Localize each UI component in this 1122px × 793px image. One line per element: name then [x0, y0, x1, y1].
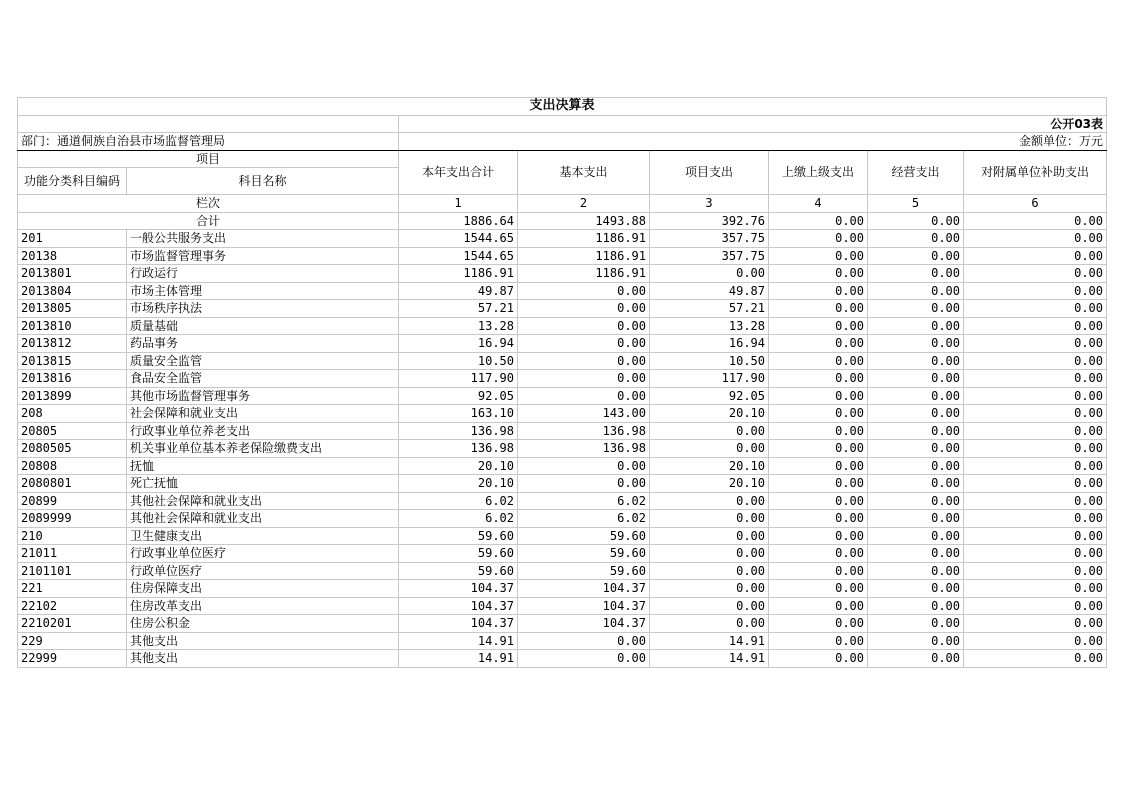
row-value: 0.00: [769, 405, 868, 423]
table-row: [18, 440, 1107, 458]
table-row: [18, 300, 1107, 318]
row-value: 0.00: [769, 282, 868, 300]
row-value: 0.00: [769, 510, 868, 528]
row-value: 0.00: [769, 265, 868, 283]
row-value: 0.00: [868, 300, 964, 318]
column-number: 2: [518, 195, 650, 213]
row-value: 117.90: [650, 370, 769, 388]
row-code: 2210201: [18, 615, 127, 633]
table-row: [18, 335, 1107, 353]
row-value: 0.00: [769, 545, 868, 563]
row-name: 住房改革支出: [127, 597, 399, 615]
row-value: 0.00: [518, 475, 650, 493]
row-value: 0.00: [650, 597, 769, 615]
row-code: 2013899: [18, 387, 127, 405]
row-value: 20.10: [399, 475, 518, 493]
row-value: 0.00: [518, 457, 650, 475]
row-name: 行政事业单位养老支出: [127, 422, 399, 440]
row-value: 0.00: [518, 317, 650, 335]
row-value: 0.00: [769, 387, 868, 405]
row-value: 10.50: [399, 352, 518, 370]
row-name: 卫生健康支出: [127, 527, 399, 545]
row-name: 住房公积金: [127, 615, 399, 633]
item-group-header: 项目: [18, 150, 399, 168]
row-value: 0.00: [518, 352, 650, 370]
row-value: 0.00: [769, 527, 868, 545]
table-row: [18, 562, 1107, 580]
row-value: 136.98: [399, 440, 518, 458]
row-value: 0.00: [964, 545, 1107, 563]
row-name: 食品安全监管: [127, 370, 399, 388]
row-value: 104.37: [399, 580, 518, 598]
row-value: 0.00: [518, 632, 650, 650]
row-value: 0.00: [769, 352, 868, 370]
row-name: 机关事业单位基本养老保险缴费支出: [127, 440, 399, 458]
total-value: 0.00: [769, 212, 868, 230]
row-value: 0.00: [868, 492, 964, 510]
row-value: 117.90: [399, 370, 518, 388]
row-code: 21011: [18, 545, 127, 563]
row-value: 0.00: [868, 387, 964, 405]
row-value: 0.00: [769, 615, 868, 633]
table-row: [18, 387, 1107, 405]
row-value: 104.37: [399, 597, 518, 615]
row-value: 0.00: [964, 510, 1107, 528]
row-value: 1186.91: [518, 265, 650, 283]
row-value: 0.00: [964, 247, 1107, 265]
row-value: 0.00: [868, 597, 964, 615]
row-name: 住房保障支出: [127, 580, 399, 598]
row-name: 其他支出: [127, 632, 399, 650]
row-name: 质量安全监管: [127, 352, 399, 370]
row-value: 0.00: [868, 615, 964, 633]
row-value: 0.00: [964, 632, 1107, 650]
row-value: 0.00: [650, 545, 769, 563]
row-value: 1544.65: [399, 230, 518, 248]
row-value: 0.00: [650, 580, 769, 598]
row-name: 市场主体管理: [127, 282, 399, 300]
row-value: 13.28: [399, 317, 518, 335]
column-index-label: 栏次: [18, 195, 399, 213]
header-business: 经营支出: [868, 150, 964, 195]
row-name: 死亡抚恤: [127, 475, 399, 493]
total-value: 0.00: [868, 212, 964, 230]
row-value: 0.00: [868, 510, 964, 528]
row-value: 49.87: [399, 282, 518, 300]
row-value: 0.00: [964, 317, 1107, 335]
row-value: 0.00: [964, 352, 1107, 370]
row-value: 357.75: [650, 247, 769, 265]
row-value: 0.00: [964, 230, 1107, 248]
row-value: 0.00: [518, 335, 650, 353]
row-value: 0.00: [769, 457, 868, 475]
row-value: 59.60: [518, 562, 650, 580]
row-value: 136.98: [399, 422, 518, 440]
row-value: 0.00: [769, 475, 868, 493]
row-value: 0.00: [868, 527, 964, 545]
row-code: 22999: [18, 650, 127, 668]
row-value: 59.60: [518, 527, 650, 545]
row-value: 1186.91: [518, 247, 650, 265]
row-value: 0.00: [868, 545, 964, 563]
table-row: [18, 370, 1107, 388]
table-row: [18, 352, 1107, 370]
table-title: 支出决算表: [18, 98, 1107, 116]
row-value: 0.00: [964, 562, 1107, 580]
row-code: 210: [18, 527, 127, 545]
row-name: 其他社会保障和就业支出: [127, 492, 399, 510]
row-value: 59.60: [518, 545, 650, 563]
table-row: [18, 632, 1107, 650]
row-value: 0.00: [769, 632, 868, 650]
table-row: [18, 510, 1107, 528]
row-value: 0.00: [964, 422, 1107, 440]
table-row: [18, 317, 1107, 335]
department-label: 部门：通道侗族自治县市场监督管理局: [18, 133, 399, 151]
header-name: 科目名称: [127, 168, 399, 195]
row-value: 16.94: [399, 335, 518, 353]
row-code: 229: [18, 632, 127, 650]
row-value: 0.00: [964, 335, 1107, 353]
row-value: 0.00: [769, 422, 868, 440]
row-value: 20.10: [650, 405, 769, 423]
row-value: 92.05: [650, 387, 769, 405]
header-project: 项目支出: [650, 150, 769, 195]
table-row: [18, 492, 1107, 510]
row-value: 57.21: [399, 300, 518, 318]
row-name: 质量基础: [127, 317, 399, 335]
row-value: 0.00: [964, 650, 1107, 668]
row-value: 0.00: [964, 597, 1107, 615]
row-value: 0.00: [868, 230, 964, 248]
row-code: 2013815: [18, 352, 127, 370]
row-value: 104.37: [518, 615, 650, 633]
row-value: 0.00: [868, 632, 964, 650]
row-value: 0.00: [868, 475, 964, 493]
row-value: 6.02: [399, 510, 518, 528]
row-value: 0.00: [964, 457, 1107, 475]
row-value: 92.05: [399, 387, 518, 405]
row-value: 13.28: [650, 317, 769, 335]
row-value: 0.00: [650, 562, 769, 580]
row-value: 0.00: [868, 352, 964, 370]
row-value: 1544.65: [399, 247, 518, 265]
expenditure-table: [17, 97, 1107, 668]
row-value: 136.98: [518, 440, 650, 458]
row-value: 59.60: [399, 562, 518, 580]
row-value: 59.60: [399, 527, 518, 545]
row-value: 0.00: [964, 492, 1107, 510]
table-row: [18, 230, 1107, 248]
row-value: 0.00: [964, 282, 1107, 300]
row-code: 20805: [18, 422, 127, 440]
row-value: 14.91: [399, 632, 518, 650]
row-value: 0.00: [769, 492, 868, 510]
row-code: 2080505: [18, 440, 127, 458]
row-value: 0.00: [769, 335, 868, 353]
row-value: 0.00: [518, 300, 650, 318]
row-value: 6.02: [518, 510, 650, 528]
row-value: 0.00: [964, 580, 1107, 598]
column-number: 3: [650, 195, 769, 213]
row-value: 16.94: [650, 335, 769, 353]
row-value: 0.00: [964, 387, 1107, 405]
column-number: 6: [964, 195, 1107, 213]
row-value: 0.00: [868, 440, 964, 458]
table-row: [18, 422, 1107, 440]
row-name: 抚恤: [127, 457, 399, 475]
header-code: 功能分类科目编码: [18, 168, 127, 195]
row-value: 0.00: [868, 580, 964, 598]
header-subsidy: 对附属单位补助支出: [964, 150, 1107, 195]
row-value: 0.00: [868, 457, 964, 475]
row-value: 0.00: [868, 650, 964, 668]
row-value: 0.00: [650, 422, 769, 440]
row-code: 20138: [18, 247, 127, 265]
column-number: 4: [769, 195, 868, 213]
row-code: 2013801: [18, 265, 127, 283]
row-value: 163.10: [399, 405, 518, 423]
row-name: 行政运行: [127, 265, 399, 283]
row-name: 社会保障和就业支出: [127, 405, 399, 423]
table-row: [18, 597, 1107, 615]
row-value: 0.00: [868, 370, 964, 388]
row-value: 1186.91: [399, 265, 518, 283]
header-upper: 上缴上级支出: [769, 150, 868, 195]
row-value: 0.00: [769, 247, 868, 265]
row-value: 104.37: [518, 580, 650, 598]
row-value: 136.98: [518, 422, 650, 440]
row-value: 357.75: [650, 230, 769, 248]
table-row: [18, 457, 1107, 475]
row-value: 0.00: [650, 492, 769, 510]
row-value: 143.00: [518, 405, 650, 423]
total-value: 1886.64: [399, 212, 518, 230]
table-row: [18, 527, 1107, 545]
row-value: 0.00: [769, 230, 868, 248]
row-value: 0.00: [964, 475, 1107, 493]
table-row: [18, 650, 1107, 668]
row-name: 行政事业单位医疗: [127, 545, 399, 563]
row-value: 14.91: [650, 650, 769, 668]
row-value: 0.00: [769, 300, 868, 318]
row-value: 0.00: [868, 282, 964, 300]
column-number: 1: [399, 195, 518, 213]
row-value: 0.00: [964, 300, 1107, 318]
row-code: 2013816: [18, 370, 127, 388]
row-value: 14.91: [399, 650, 518, 668]
row-value: 0.00: [650, 527, 769, 545]
row-value: 49.87: [650, 282, 769, 300]
row-value: 10.50: [650, 352, 769, 370]
row-value: 0.00: [868, 247, 964, 265]
total-label: 合计: [18, 212, 399, 230]
row-value: 0.00: [769, 370, 868, 388]
row-name: 一般公共服务支出: [127, 230, 399, 248]
row-value: 0.00: [868, 335, 964, 353]
row-value: 0.00: [518, 370, 650, 388]
row-value: 0.00: [769, 580, 868, 598]
row-value: 0.00: [518, 387, 650, 405]
table-row: [18, 615, 1107, 633]
row-value: 6.02: [518, 492, 650, 510]
row-code: 2013810: [18, 317, 127, 335]
table-row: [18, 545, 1107, 563]
total-value: 392.76: [650, 212, 769, 230]
row-value: 57.21: [650, 300, 769, 318]
row-name: 市场监督管理事务: [127, 247, 399, 265]
row-code: 2080801: [18, 475, 127, 493]
table-row: [18, 405, 1107, 423]
row-value: 0.00: [769, 317, 868, 335]
row-value: 20.10: [650, 475, 769, 493]
total-value: 0.00: [964, 212, 1107, 230]
row-name: 其他支出: [127, 650, 399, 668]
row-value: 0.00: [769, 562, 868, 580]
row-value: 104.37: [399, 615, 518, 633]
row-value: 59.60: [399, 545, 518, 563]
row-value: 0.00: [650, 615, 769, 633]
row-value: 6.02: [399, 492, 518, 510]
row-value: 0.00: [868, 265, 964, 283]
table-row: [18, 265, 1107, 283]
row-value: 0.00: [868, 422, 964, 440]
row-name: 市场秩序执法: [127, 300, 399, 318]
row-code: 2013812: [18, 335, 127, 353]
row-code: 22102: [18, 597, 127, 615]
row-value: 0.00: [964, 615, 1107, 633]
header-total: 本年支出合计: [399, 150, 518, 195]
row-value: 0.00: [769, 650, 868, 668]
row-code: 2013805: [18, 300, 127, 318]
row-value: 104.37: [518, 597, 650, 615]
unit-label: 金额单位：万元: [399, 133, 1107, 151]
row-value: 0.00: [650, 510, 769, 528]
row-value: 14.91: [650, 632, 769, 650]
row-name: 其他社会保障和就业支出: [127, 510, 399, 528]
row-name: 行政单位医疗: [127, 562, 399, 580]
row-value: 0.00: [769, 597, 868, 615]
row-value: 1186.91: [518, 230, 650, 248]
row-value: 20.10: [650, 457, 769, 475]
row-value: 0.00: [868, 562, 964, 580]
row-code: 2013804: [18, 282, 127, 300]
row-code: 20808: [18, 457, 127, 475]
row-name: 药品事务: [127, 335, 399, 353]
row-value: 0.00: [964, 265, 1107, 283]
row-value: 0.00: [964, 405, 1107, 423]
table-row: [18, 475, 1107, 493]
row-value: 0.00: [964, 370, 1107, 388]
row-value: 0.00: [518, 650, 650, 668]
form-number: 公开03表: [399, 115, 1107, 133]
column-number: 5: [868, 195, 964, 213]
row-value: 20.10: [399, 457, 518, 475]
total-value: 1493.88: [518, 212, 650, 230]
row-code: 20899: [18, 492, 127, 510]
row-value: 0.00: [650, 265, 769, 283]
row-value: 0.00: [650, 440, 769, 458]
row-name: 其他市场监督管理事务: [127, 387, 399, 405]
row-value: 0.00: [964, 527, 1107, 545]
row-code: 201: [18, 230, 127, 248]
row-code: 208: [18, 405, 127, 423]
row-value: 0.00: [868, 405, 964, 423]
row-value: 0.00: [964, 440, 1107, 458]
table-row: [18, 580, 1107, 598]
table-row: [18, 282, 1107, 300]
row-value: 0.00: [868, 317, 964, 335]
row-code: 2089999: [18, 510, 127, 528]
row-value: 0.00: [518, 282, 650, 300]
table-row: [18, 247, 1107, 265]
row-code: 221: [18, 580, 127, 598]
row-code: 2101101: [18, 562, 127, 580]
row-value: 0.00: [769, 440, 868, 458]
header-basic: 基本支出: [518, 150, 650, 195]
